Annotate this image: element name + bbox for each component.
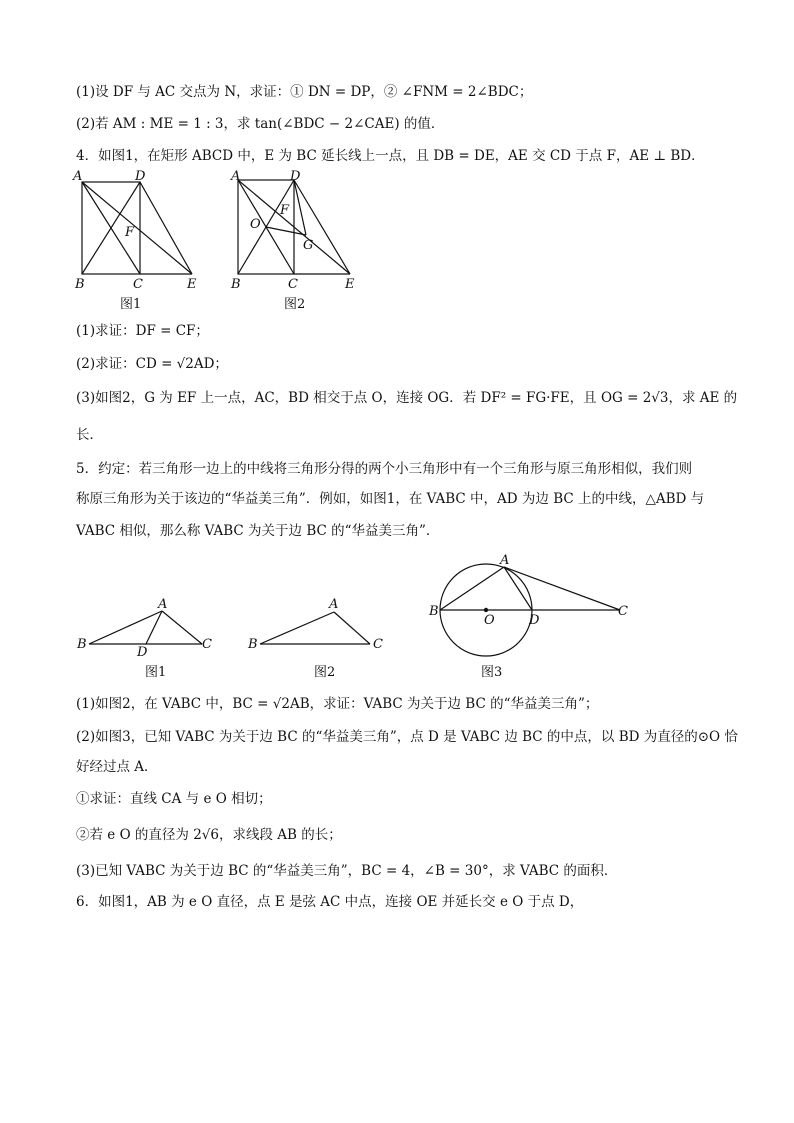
label-A: A — [329, 597, 339, 612]
label-E: E — [345, 277, 355, 292]
label-D: D — [290, 169, 301, 184]
figure-caption: 图3 — [481, 665, 503, 680]
label-C: C — [288, 277, 298, 292]
label-D: D — [135, 169, 146, 184]
text-line-17: 6．如图1，AB 为 e O 直径，点 E 是弦 AC 中点，连接 OE 并延长交 e O 于点 D， — [76, 894, 584, 910]
figure-circle-3 — [424, 552, 644, 684]
text-line-9: 称原三角形为关于该边的“华益美三角”．例如，如图1，在 VABC 中，AD 为边 BC 上的中线，△ABD 与 — [76, 491, 705, 507]
label-A: A — [73, 169, 83, 184]
figure-rectangle-1 — [70, 168, 210, 318]
figure-triangle-2 — [242, 592, 392, 684]
label-C: C — [133, 277, 143, 292]
text-line-7: 长． — [76, 427, 103, 443]
label-B: B — [231, 277, 241, 292]
text-line-5: (2)求证：CD = √2AD； — [76, 356, 228, 372]
text-line-13: 好经过点 A． — [76, 759, 158, 775]
figure-caption: 图2 — [314, 665, 336, 680]
figure-caption: 图2 — [284, 297, 306, 312]
label-O: O — [484, 613, 495, 628]
text-line-12: (2)如图3，已知 VABC 为关于边 BC 的“华益美三角”，点 D 是 VABC 边 BC 的中点，以 BD 为直径的⊙O 恰 — [76, 729, 738, 745]
label-C: C — [202, 637, 212, 652]
figure-caption: 图1 — [145, 665, 167, 680]
label-E: E — [187, 277, 197, 292]
text-line-15: ②若 e O 的直径为 2√6，求线段 AB 的长； — [76, 827, 342, 843]
label-B: B — [248, 637, 258, 652]
label-B: B — [429, 604, 439, 619]
label-A: A — [158, 597, 168, 612]
label-C: C — [618, 604, 628, 619]
label-B: B — [75, 277, 85, 292]
label-A: A — [231, 169, 241, 184]
label-O: O — [250, 217, 261, 232]
label-A: A — [500, 553, 510, 568]
text-line-8: 5．约定：若三角形一边上的中线将三角形分得的两个小三角形中有一个三角形与原三角形相似，我们则 — [76, 461, 693, 477]
text-line-11: (1)如图2，在 VABC 中，BC = √2AB，求证：VABC 为关于边 BC 的“华益美三角”； — [76, 696, 599, 712]
label-F: F — [280, 203, 290, 218]
text-line-10: VABC 相似，那么称 VABC 为关于边 BC 的“华益美三角”． — [76, 523, 440, 539]
label-G: G — [303, 238, 314, 253]
text-line-6: (3)如图2，G 为 EF 上一点，AC，BD 相交于点 O，连接 OG．若 DF² = FG·FE，且 OG = 2√3，求 AE 的 — [76, 390, 738, 406]
text-line-1: (1)设 DF 与 AC 交点为 N，求证：① DN = DP，② ∠FNM = 2∠BDC； — [76, 84, 533, 100]
label-C: C — [373, 637, 383, 652]
label-D: D — [529, 613, 540, 628]
label-F: F — [125, 225, 135, 240]
figure-triangle-1 — [74, 592, 224, 684]
text-line-4: (1)求证：DF = CF； — [76, 323, 209, 339]
text-line-3: 4．如图1，在矩形 ABCD 中，E 为 BC 延长线上一点，且 DB = DE，AE 交 CD 于点 F，AE ⊥ BD． — [76, 148, 705, 164]
label-D: D — [137, 645, 148, 660]
text-line-14: ①求证：直线 CA 与 e O 相切； — [76, 791, 272, 807]
label-B: B — [77, 637, 87, 652]
figure-caption: 图1 — [120, 297, 142, 312]
text-line-16: (3)已知 VABC 为关于边 BC 的“华益美三角”，BC = 4，∠B = 30°，求 VABC 的面积． — [76, 863, 618, 879]
figure-rectangle-2 — [226, 168, 376, 318]
text-line-2: (2)若 AM : ME = 1 : 3，求 tan(∠BDC − 2∠CAE) 的值． — [76, 116, 445, 132]
